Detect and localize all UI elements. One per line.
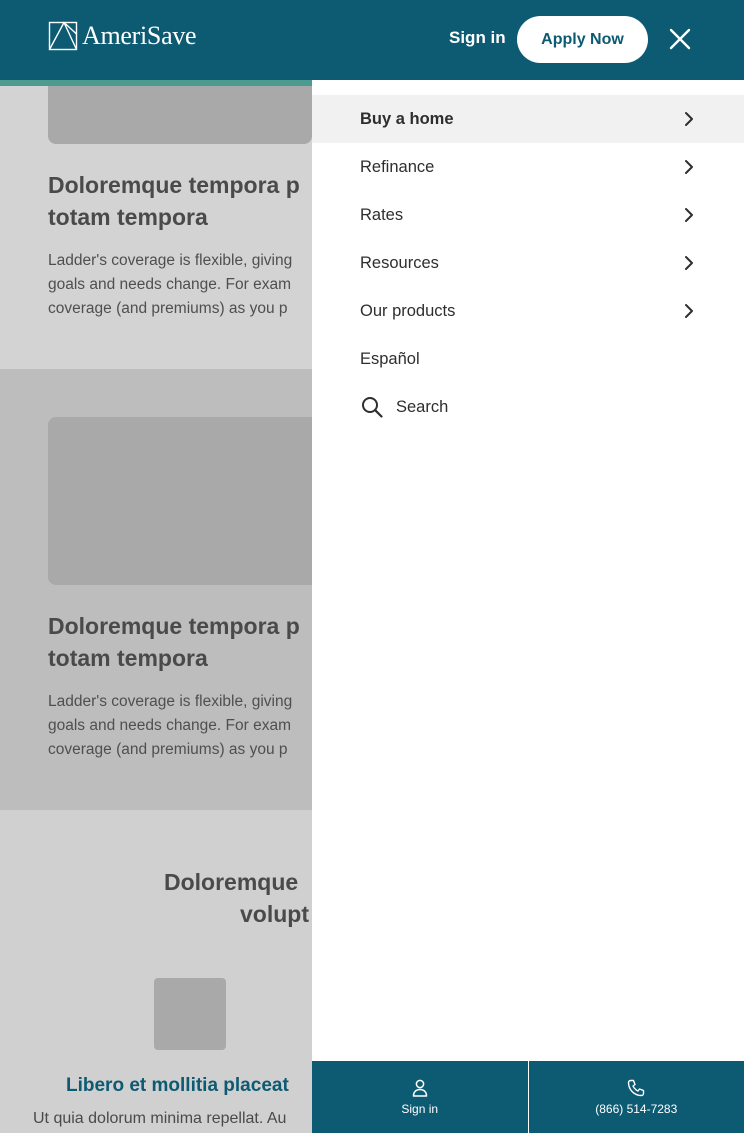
card-heading: totam tempora	[48, 645, 208, 671]
menu-item-label: Refinance	[360, 157, 435, 176]
user-icon	[410, 1078, 430, 1098]
apply-now-button[interactable]: Apply Now	[517, 16, 648, 63]
card-body-text: coverage (and premiums) as you p	[48, 741, 288, 758]
menu-item-rates[interactable]	[312, 191, 744, 239]
section-heading: Doloremque	[164, 869, 299, 895]
card-body-text: Ladder's coverage is flexible, giving	[48, 693, 293, 710]
bottom-action-bar	[312, 1061, 744, 1133]
card-heading: Doloremque tempora p	[48, 613, 300, 639]
feature-icon-placeholder	[154, 978, 226, 1050]
menu-item-label: Our products	[360, 301, 456, 320]
section-heading: volupt	[240, 901, 309, 927]
card-body-text: goals and needs change. For exam	[48, 276, 291, 293]
phone-icon	[626, 1078, 646, 1098]
card-image-placeholder	[48, 417, 312, 585]
bottom-phone-label: (866) 514-7283	[595, 1102, 678, 1116]
chevron-right-icon	[680, 158, 698, 176]
bottom-sign-in-button[interactable]	[312, 1061, 528, 1133]
card-body-text: coverage (and premiums) as you p	[48, 300, 288, 317]
search-label: Search	[396, 397, 449, 416]
chevron-right-icon	[680, 302, 698, 320]
chevron-right-icon	[680, 254, 698, 272]
menu-item-label: Español	[360, 349, 420, 368]
chevron-right-icon	[680, 206, 698, 224]
logo-mark-icon	[48, 21, 78, 51]
site-header	[0, 0, 744, 80]
chevron-right-icon	[680, 110, 698, 128]
card-body-text: Ladder's coverage is flexible, giving	[48, 252, 293, 269]
search-icon	[360, 395, 384, 419]
card-image-placeholder	[48, 86, 312, 144]
menu-item-our-products[interactable]	[312, 287, 744, 335]
card-heading: totam tempora	[48, 204, 208, 230]
nav-drawer	[312, 80, 744, 1061]
card-heading: Doloremque tempora p	[48, 172, 300, 198]
menu-item-refinance[interactable]	[312, 143, 744, 191]
menu-item-espanol[interactable]	[312, 335, 744, 383]
amerisave-logo[interactable]	[48, 20, 196, 52]
menu-item-buy-a-home[interactable]	[312, 95, 744, 143]
bottom-sign-in-label: Sign in	[401, 1102, 439, 1116]
menu-item-label: Resources	[360, 253, 439, 272]
menu-item-resources[interactable]	[312, 239, 744, 287]
feature-link[interactable]: Libero et mollitia placeat	[66, 1075, 289, 1096]
feature-text: Ut quia dolorum minima repellat. Au	[33, 1110, 287, 1127]
bottom-phone-button[interactable]	[528, 1061, 744, 1133]
menu-item-label: Buy a home	[360, 109, 454, 128]
card-body-text: goals and needs change. For exam	[48, 717, 291, 734]
logo-wordmark: AmeriSave	[82, 21, 197, 50]
header-sign-in-link[interactable]: Sign in	[449, 28, 506, 47]
menu-search[interactable]	[360, 395, 448, 419]
close-menu-icon[interactable]	[666, 25, 694, 53]
menu-item-label: Rates	[360, 205, 404, 224]
